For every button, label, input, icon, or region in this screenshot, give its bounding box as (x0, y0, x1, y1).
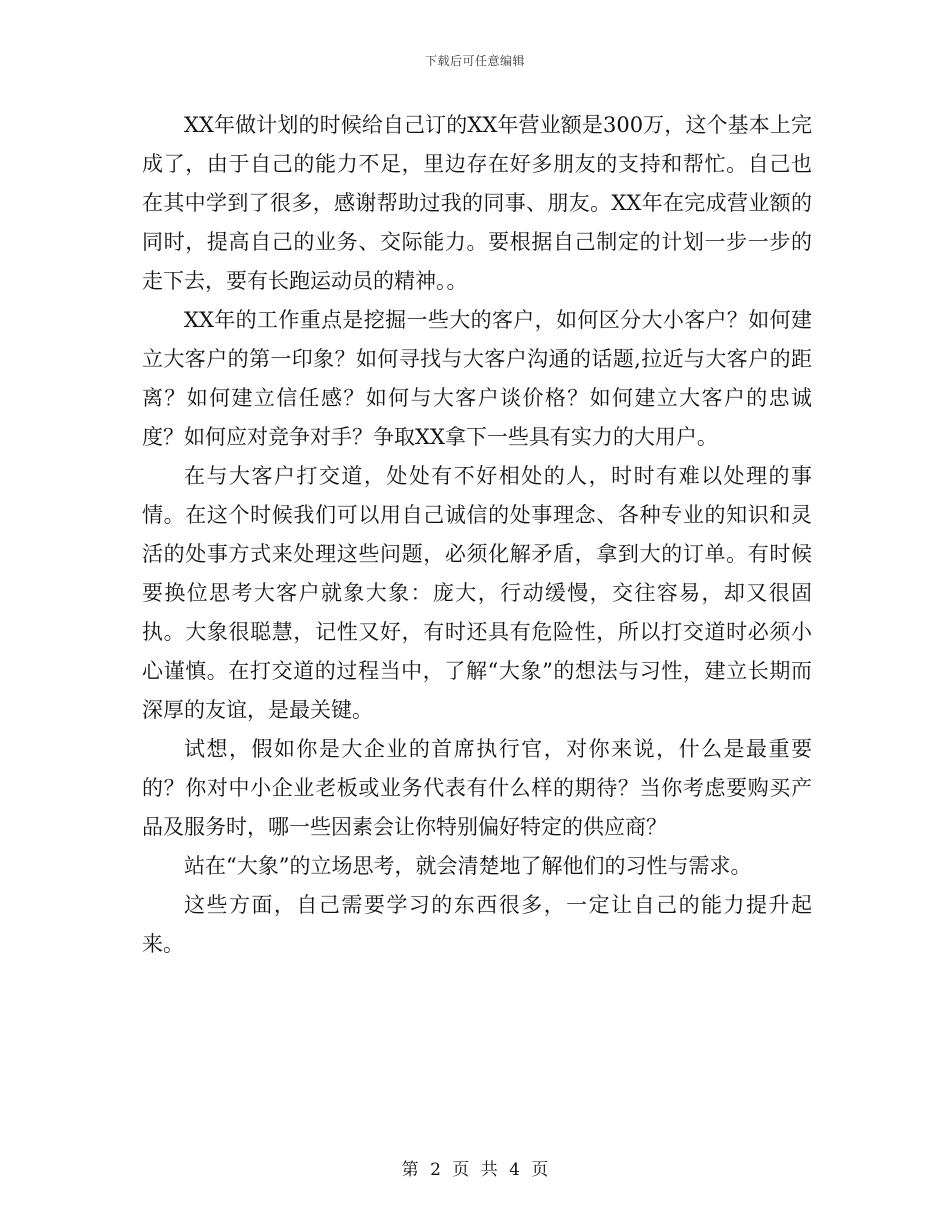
paragraph-sales-target: XX年做计划的时候给自己订的XX年营业额是300万，这个基本上完成了，由于自己的能力不足，里边存在好多朋友的支持和帮忙。自己也在其中学到了很多，感谢帮助过我的同事、朋友。XX年在完成营业额的同时，提高自己的业务、交际能力。要根据自己制定的计划一步一步的走下去，要有长跑运动员的精神。。 (142, 113, 812, 293)
paragraph-key-clients: XX年的工作重点是挖掘一些大的客户，如何区分大小客户？如何建立大客户的第一印象？如何寻找与大客户沟通的话题,拉近与大客户的距离？如何建立信任感？如何与大客户谈价格？如何建立大客户的忠诚度？如何应对竞争对手？争取XX拿下一些具有实力的大用户。 (142, 308, 812, 449)
paragraph-self-improvement: 这些方面，自己需要学习的东西很多，一定让自己的能力提升起来。 (142, 893, 812, 956)
document-body (142, 106, 812, 964)
paragraph-elephant-analogy: 在与大客户打交道，处处有不好相处的人，时时有难以处理的事情。在这个时候我们可以用自己诚信的处事理念、各种专业的知识和灵活的处事方式来处理这些问题，必须化解矛盾，拿到大的订单。有时候要换位思考大客户就象大象：庞大，行动缓慢，交往容易，却又很固执。大象很聪慧，记性又好，有时还具有危险性，所以打交道时必须小心谨慎。在打交道的过程当中，了解“大象”的想法与习性，建立长期而深厚的友谊，是最关键。 (142, 464, 812, 722)
page-header: 下载后可任意编辑 (424, 54, 525, 68)
paragraph-ceo-perspective: 试想，假如你是大企业的首席执行官，对你来说，什么是最重要的？你对中小企业老板或业务代表有什么样的期待？当你考虑要购买产品及服务时，哪一些因素会让你特别偏好特定的供应商？ (142, 737, 812, 839)
paragraph-elephant-stance: 站在“大象”的立场思考，就会清楚地了解他们的习性与需求。 (184, 854, 752, 878)
page-number: 第 2 页 共 4 页 (401, 1160, 549, 1180)
